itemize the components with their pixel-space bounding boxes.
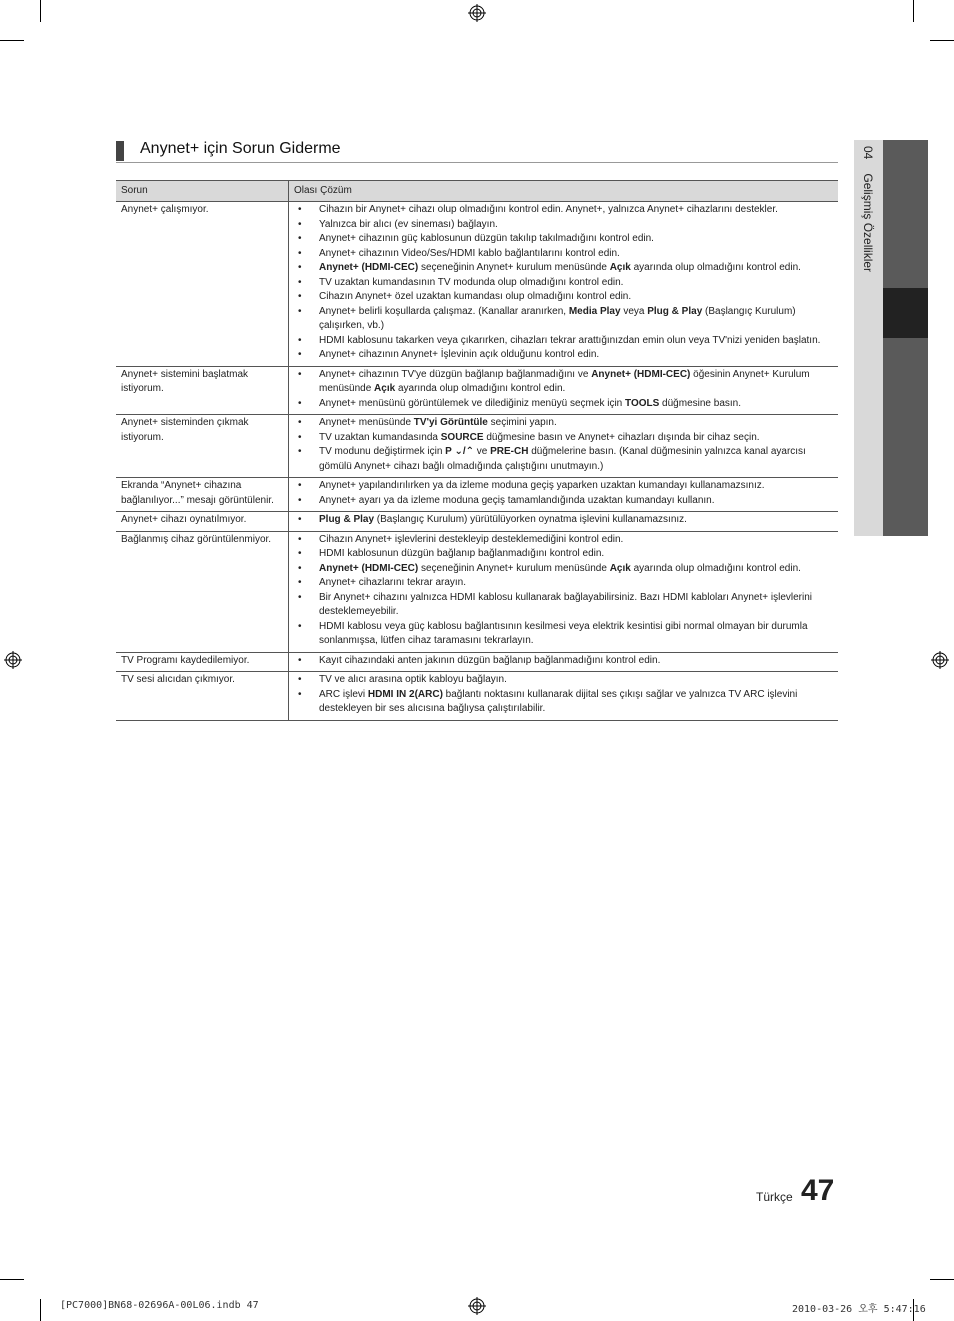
solution-list [297,533,833,649]
solution-list [297,654,833,669]
chapter-title: Gelişmiş Özellikler [861,173,875,273]
solution-text: ayarında olup olmadığını kontrol edin. [395,383,566,394]
solution-item [319,445,833,474]
solution-text: Anynet+ menüsünde [319,417,414,428]
solution-item [319,203,833,218]
solution-text: Anynet+ cihazının güç kablosunun düzgün takılıp takılmadığını kontrol edin. [319,233,654,244]
solution-text: (Başlangıç Kurulum) çalışırken, vb.) [319,305,796,331]
solution-item [319,397,833,412]
solution-item [319,562,833,577]
solution-text: Anynet+ cihazının Video/Ses/HDMI kablo bağlantılarını kontrol edin. [319,247,620,259]
problem-cell: Anynet+ çalışmıyor. [116,202,289,367]
solution-text: HDMI kablosunun düzgün bağlanıp bağlanmadığını kontrol edin. [319,548,605,559]
solution-text: HDMI kablosu veya güç kablosu bağlantısının kesilmesi veya elektrik kesintisi gibi normal olmayan bir durumla sonlanmışsa, lütfen cihaz taramasını tekrarlayın. [319,620,808,646]
solution-item [319,218,833,233]
solution-item [319,431,833,446]
solution-bold-text: TOOLS [625,397,660,409]
solution-bold-text: Açık [374,383,396,394]
solution-text: TV uzaktan kumandasında [319,431,441,443]
solution-text: seçeneğinin Anynet+ kurulum menüsünde [418,562,610,574]
solution-bold-text: PRE-CH [490,446,529,457]
solution-item [319,261,833,276]
solution-text: (Başlangıç Kurulum) yürütülüyorken oynatma işlevini kullanamazsınız. [374,514,687,525]
problem-cell: Bağlanmış cihaz görüntülenmiyor. [116,531,289,652]
solution-text: Cihazın Anynet+ özel uzaktan kumandası olup olmadığını kontrol edin. [319,291,632,302]
troubleshooting-table [116,180,838,721]
crop-mark [0,1279,24,1280]
solution-text: seçimini yapın. [487,417,557,428]
solution-text: öğesinin Anynet+ Kurulum menüsünde [319,368,810,394]
table-row [116,672,838,721]
solution-item [319,276,833,291]
registration-mark-icon [4,651,22,669]
table-row [116,202,838,367]
table-row [116,652,838,672]
crop-mark [930,40,954,41]
solution-text: düğmelerine basın. (Kanal düğmesinin yalnızca kanal ayarcısı gömülü Anynet+ cihazı bağlı olmadığında çalıştığını unutmayın.) [319,446,806,472]
problem-cell: Anynet+ cihazı oynatılmıyor. [116,512,289,532]
solution-text: Cihazın Anynet+ işlevlerini destekleyip desteklemediğini kontrol edin. [319,533,624,545]
solution-item [319,479,833,494]
solution-list [297,513,833,528]
side-tab-block [883,140,928,288]
solution-item [319,334,833,349]
problem-cell: Ekranda “Anynet+ cihazına bağlanılıyor...” mesajı görüntülenir. [116,478,289,512]
page-number: 47 [801,1174,835,1207]
solution-item [319,654,833,669]
solution-item [319,513,833,528]
table-header-row [116,181,838,202]
print-slug-date: 2010-03-26 오후 5:47:16 [792,1304,926,1315]
solution-text: TV modunu değiştirmek için [319,446,446,457]
solution-bold-text: Açık [609,562,631,574]
chapter-number: 04 [861,146,875,160]
registration-mark-icon [931,651,949,669]
solution-text: düğmesine basın. [659,397,741,409]
solution-item [319,688,833,717]
solution-item [319,348,833,363]
solution-text: bağlantı noktasını kullanarak dijital ses çıkışı sağlar ve yalnızca TV ARC işlevini destekleyen bir ses alıcısına bağlıysa çalıştırılabilir. [319,688,798,714]
solution-bold-text: HDMI IN 2(ARC) [367,688,443,700]
solution-bold-text: SOURCE [440,431,484,443]
solution-text: Anynet+ cihazının TV'ye düzgün bağlanıp bağlanmadığını ve [319,368,592,380]
solution-text: ayarında olup olmadığını kontrol edin. [630,562,801,574]
solution-item [319,305,833,334]
solution-list [297,673,833,717]
solution-bold-text: Media Play [568,305,621,317]
problem-cell: TV sesi alıcıdan çıkmıyor. [116,672,289,721]
solution-item [319,547,833,562]
solution-text: ayarında olup olmadığını kontrol edin. [630,262,801,273]
solution-cell [289,672,839,721]
solution-text: ARC işlevi [319,688,368,700]
solution-item [319,620,833,649]
solution-cell [289,512,839,532]
solution-bold-text: Anynet+ (HDMI-CEC) [591,368,691,380]
solution-text: Bir Anynet+ cihazını yalnızca HDMI kablosu kullanarak bağlayabilirsiniz. Bazı HDMI kabloları Anynet+ işlevlerini desteklemeyebilir. [319,591,813,617]
solution-bold-text: Plug & Play [319,514,375,525]
solution-bold-text: Plug & Play [647,305,703,317]
table-row [116,415,838,478]
section-heading: Anynet+ için Sorun Giderme [140,140,341,157]
heading-rule [116,162,838,163]
solution-item [319,576,833,591]
problem-cell: Anynet+ sistemini başlatmak istiyorum. [116,366,289,415]
crop-mark [40,0,41,22]
solution-list [297,479,833,508]
solution-text: seçeneğinin Anynet+ kurulum menüsünde [418,262,610,273]
table-row [116,478,838,512]
crop-mark [930,1279,954,1280]
crop-mark [913,0,914,22]
solution-cell [289,652,839,672]
solution-cell [289,531,839,652]
solution-text: TV ve alıcı arasına optik kabloyu bağlayın. [319,674,507,685]
solution-item [319,494,833,509]
registration-mark-icon [468,1297,486,1315]
solution-item [319,247,833,262]
side-tab-block [883,338,928,536]
solution-text: düğmesine basın ve Anynet+ cihazları dışında bir cihaz seçin. [483,431,760,443]
crop-mark [40,1299,41,1321]
table-body [116,202,838,721]
solution-text: Anynet+ cihazlarını tekrar arayın. [319,577,467,588]
solution-text: veya [620,305,648,317]
solution-text: Anynet+ ayarı ya da izleme moduna geçiş tamamlandığında uzaktan kumandayı kullanın. [319,494,715,506]
solution-text: TV uzaktan kumandasının TV modunda olup olmadığını kontrol edin. [319,276,624,288]
registration-mark-icon [468,4,486,22]
column-header-problem: Sorun [116,181,289,202]
column-header-solution: Olası Çözüm [289,181,839,202]
solution-item [319,290,833,305]
solution-text: Anynet+ cihazının Anynet+ İşlevinin açık olduğunu kontrol edin. [319,349,600,360]
problem-cell: TV Programı kaydedilemiyor. [116,652,289,672]
solution-bold-text: Açık [609,262,631,273]
solution-text: Anynet+ belirli koşullarda çalışmaz. (Kanallar aranırken, [319,305,569,317]
solution-item [319,416,833,431]
solution-text: Kayıt cihazındaki anten jakının düzgün bağlanıp bağlanmadığını kontrol edin. [319,654,661,666]
solution-bold-text: P ⌄/⌃ [445,446,474,457]
table-row [116,531,838,652]
solution-item [319,533,833,548]
solution-bold-text: Anynet+ (HDMI-CEC) [319,562,419,574]
solution-bold-text: Anynet+ (HDMI-CEC) [319,262,419,273]
solution-list [297,203,833,363]
table-row [116,512,838,532]
chapter-label [861,146,875,272]
solution-item [319,232,833,247]
solution-text: Anynet+ yapılandırılırken ya da izleme moduna geçiş yaparken uzaktan kumandayı kullanamazsınız. [319,480,765,491]
side-tab-active-block [883,288,928,338]
solution-cell [289,366,839,415]
solution-item [319,368,833,397]
solution-text: Anynet+ menüsünü görüntülemek ve dilediğiniz menüyü seçmek için [319,397,626,409]
problem-cell: Anynet+ sisteminden çıkmak istiyorum. [116,415,289,478]
solution-list [297,368,833,412]
language-label: Türkçe [756,1190,793,1204]
solution-item [319,591,833,620]
solution-list [297,416,833,474]
solution-text: Cihazın bir Anynet+ cihazı olup olmadığını kontrol edin. Anynet+, yalnızca Anynet+ cihazlarını destekler. [319,204,778,215]
crop-mark [0,40,24,41]
table-row [116,366,838,415]
solution-item [319,673,833,688]
heading-marker [116,141,124,161]
solution-cell [289,202,839,367]
solution-cell [289,415,839,478]
solution-text: HDMI kablosunu takarken veya çıkarırken, cihazları tekrar arattığınızdan emin olun veya TV'nizi yeniden başlatın. [319,334,821,346]
solution-cell [289,478,839,512]
print-slug-file: [PC7000]BN68-02696A-00L06.indb 47 [60,1300,259,1311]
solution-text: Yalnızca bir alıcı (ev sineması) bağlayın. [319,218,498,230]
solution-text: ve [473,446,491,457]
solution-bold-text: TV'yi Görüntüle [413,417,488,428]
